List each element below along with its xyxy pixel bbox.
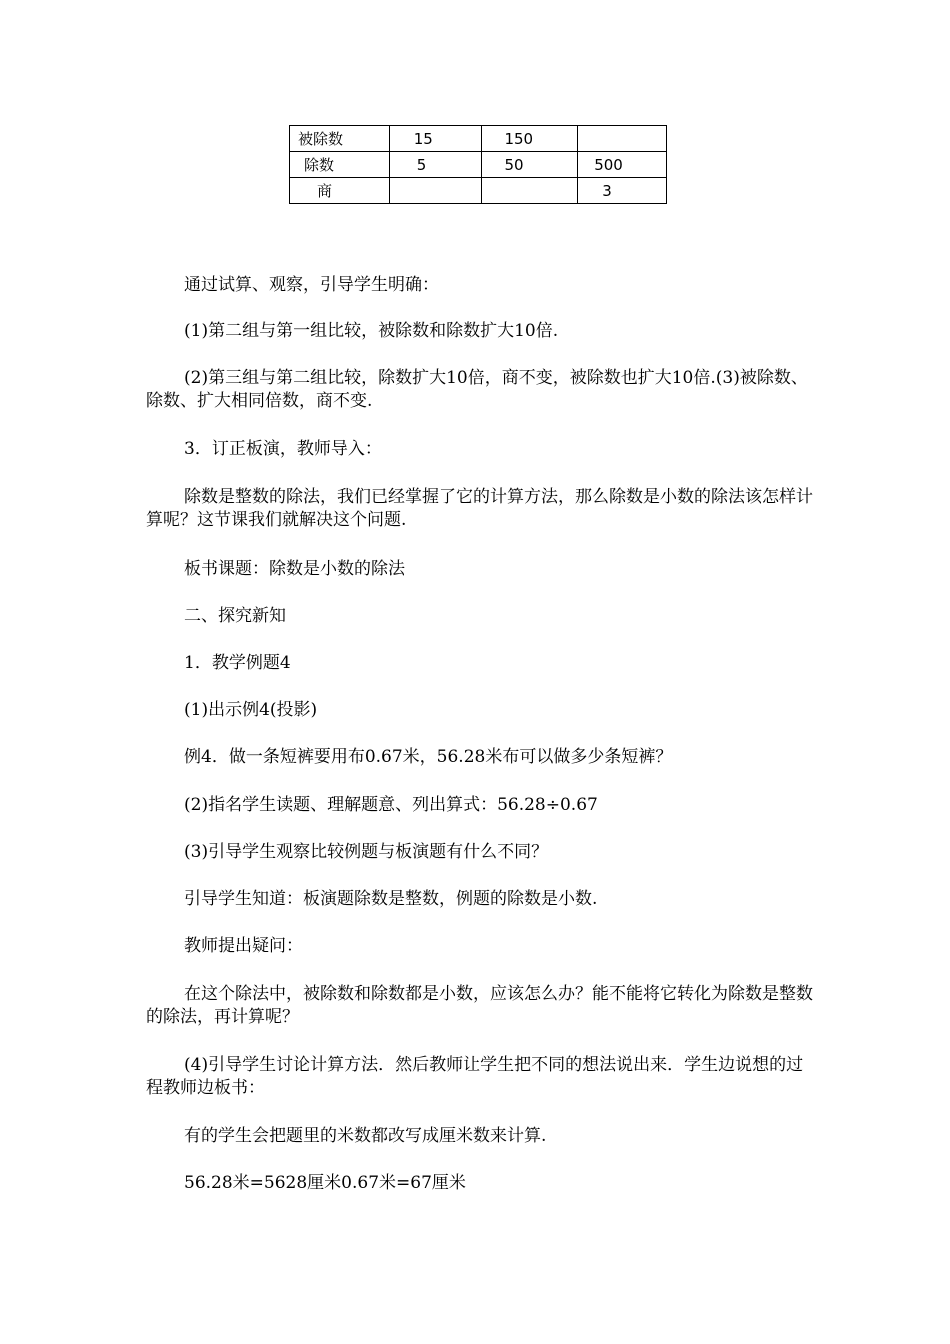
paragraph: (1)出示例4(投影) [184, 700, 318, 720]
table-row [290, 178, 667, 204]
table-cell: 5 [389, 152, 482, 178]
table-cell: 150 [482, 126, 578, 152]
table-row [290, 126, 667, 152]
table-cell: 50 [482, 152, 578, 178]
table-row [290, 152, 667, 178]
table-cell: 被除数 [290, 126, 390, 152]
paragraph: 在这个除法中，被除数和除数都是小数，应该怎么办？能不能将它转化为除数是整数的除法，再计算呢？ [146, 984, 813, 1027]
table-cell [578, 126, 667, 152]
table-cell: 3 [578, 178, 667, 204]
paragraph: (4)引导学生讨论计算方法．然后教师让学生把不同的想法说出来．学生边说想的过程教师边板书： [146, 1055, 804, 1098]
paragraph: 有的学生会把题里的米数都改写成厘米数来计算. [184, 1126, 547, 1146]
table-cell: 商 [290, 178, 390, 204]
table-cell [389, 178, 482, 204]
section-heading: 二、探究新知 [184, 606, 286, 626]
paragraph: 3．订正板演，教师导入： [184, 439, 382, 459]
paragraph: (2)第三组与第二组比较，除数扩大10倍，商不变，被除数也扩大10倍.(3)被除数、除数、扩大相同倍数，商不变. [146, 368, 808, 411]
paragraph: 通过试算、观察，引导学生明确： [184, 275, 439, 295]
paragraph: 1．教学例题4 [184, 653, 291, 673]
paragraph: 除数是整数的除法，我们已经掌握了它的计算方法，那么除数是小数的除法该怎样计算呢？这节课我们就解决这个问题. [146, 487, 813, 530]
paragraph: (2)指名学生读题、理解题意、列出算式：56.28÷0.67 [184, 795, 598, 815]
table-cell: 500 [578, 152, 667, 178]
table-cell [482, 178, 578, 204]
paragraph: (1)第二组与第一组比较，被除数和除数扩大10倍. [184, 321, 559, 341]
paragraph: 引导学生知道：板演题除数是整数，例题的除数是小数. [184, 889, 598, 909]
table-cell: 15 [389, 126, 482, 152]
paragraph: 板书课题：除数是小数的除法 [184, 559, 405, 579]
paragraph: (3)引导学生观察比较例题与板演题有什么不同？ [184, 842, 549, 862]
paragraph: 教师提出疑问： [184, 936, 303, 956]
table-cell: 除数 [290, 152, 390, 178]
paragraph: 56.28米=5628厘米0.67米=67厘米 [184, 1173, 466, 1193]
paragraph: 例4．做一条短裤要用布0.67米，56.28米布可以做多少条短裤？ [184, 747, 673, 767]
division-table [289, 125, 667, 204]
